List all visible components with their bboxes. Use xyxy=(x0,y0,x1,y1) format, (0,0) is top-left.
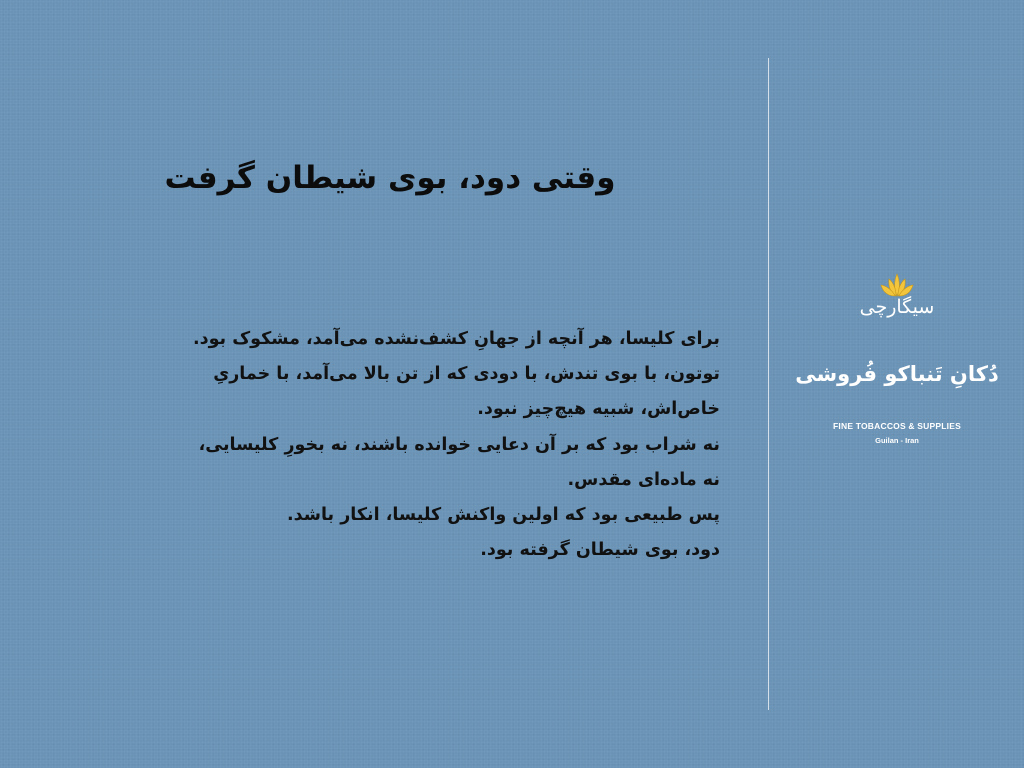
body-line-2: توتون، با بوی تندش، با دودی که از تن بالا می‌آمد، با خماریِ xyxy=(213,364,720,385)
body-line-4: نه شراب بود که بر آن دعایی خوانده باشند، نه بخورِ کلیسایی، xyxy=(198,434,720,455)
brand-panel xyxy=(770,266,1024,456)
body-line-6: پس طبیعی بود که اولین واکنش کلیسا، انکار باشد. xyxy=(287,505,720,526)
shop-name: دُکانِ تَنباکو فُروشی xyxy=(795,362,999,386)
slide-title: وقتی دود، بوی شیطان گرفت xyxy=(164,160,616,196)
body-line-5: نه ماده‌ای مقدس. xyxy=(567,469,720,490)
slide-body xyxy=(70,322,720,568)
brand-logo-text: سیگارچی xyxy=(859,296,935,318)
body-line-7: دود، بوی شیطان گرفته بود. xyxy=(480,540,720,561)
body-line-1: برای کلیسا، هر آنچه از جهانِ کشف‌نشده می‌آمد، مشکوک بود. xyxy=(192,329,720,349)
brand-location: Guilan - Iran xyxy=(875,436,919,445)
vertical-divider xyxy=(768,58,769,710)
brand-tagline: FINE TOBACCOS & SUPPLIES xyxy=(833,421,961,431)
body-line-3: خاص‌اش، شبیه هیچ‌چیز نبود. xyxy=(477,399,720,420)
